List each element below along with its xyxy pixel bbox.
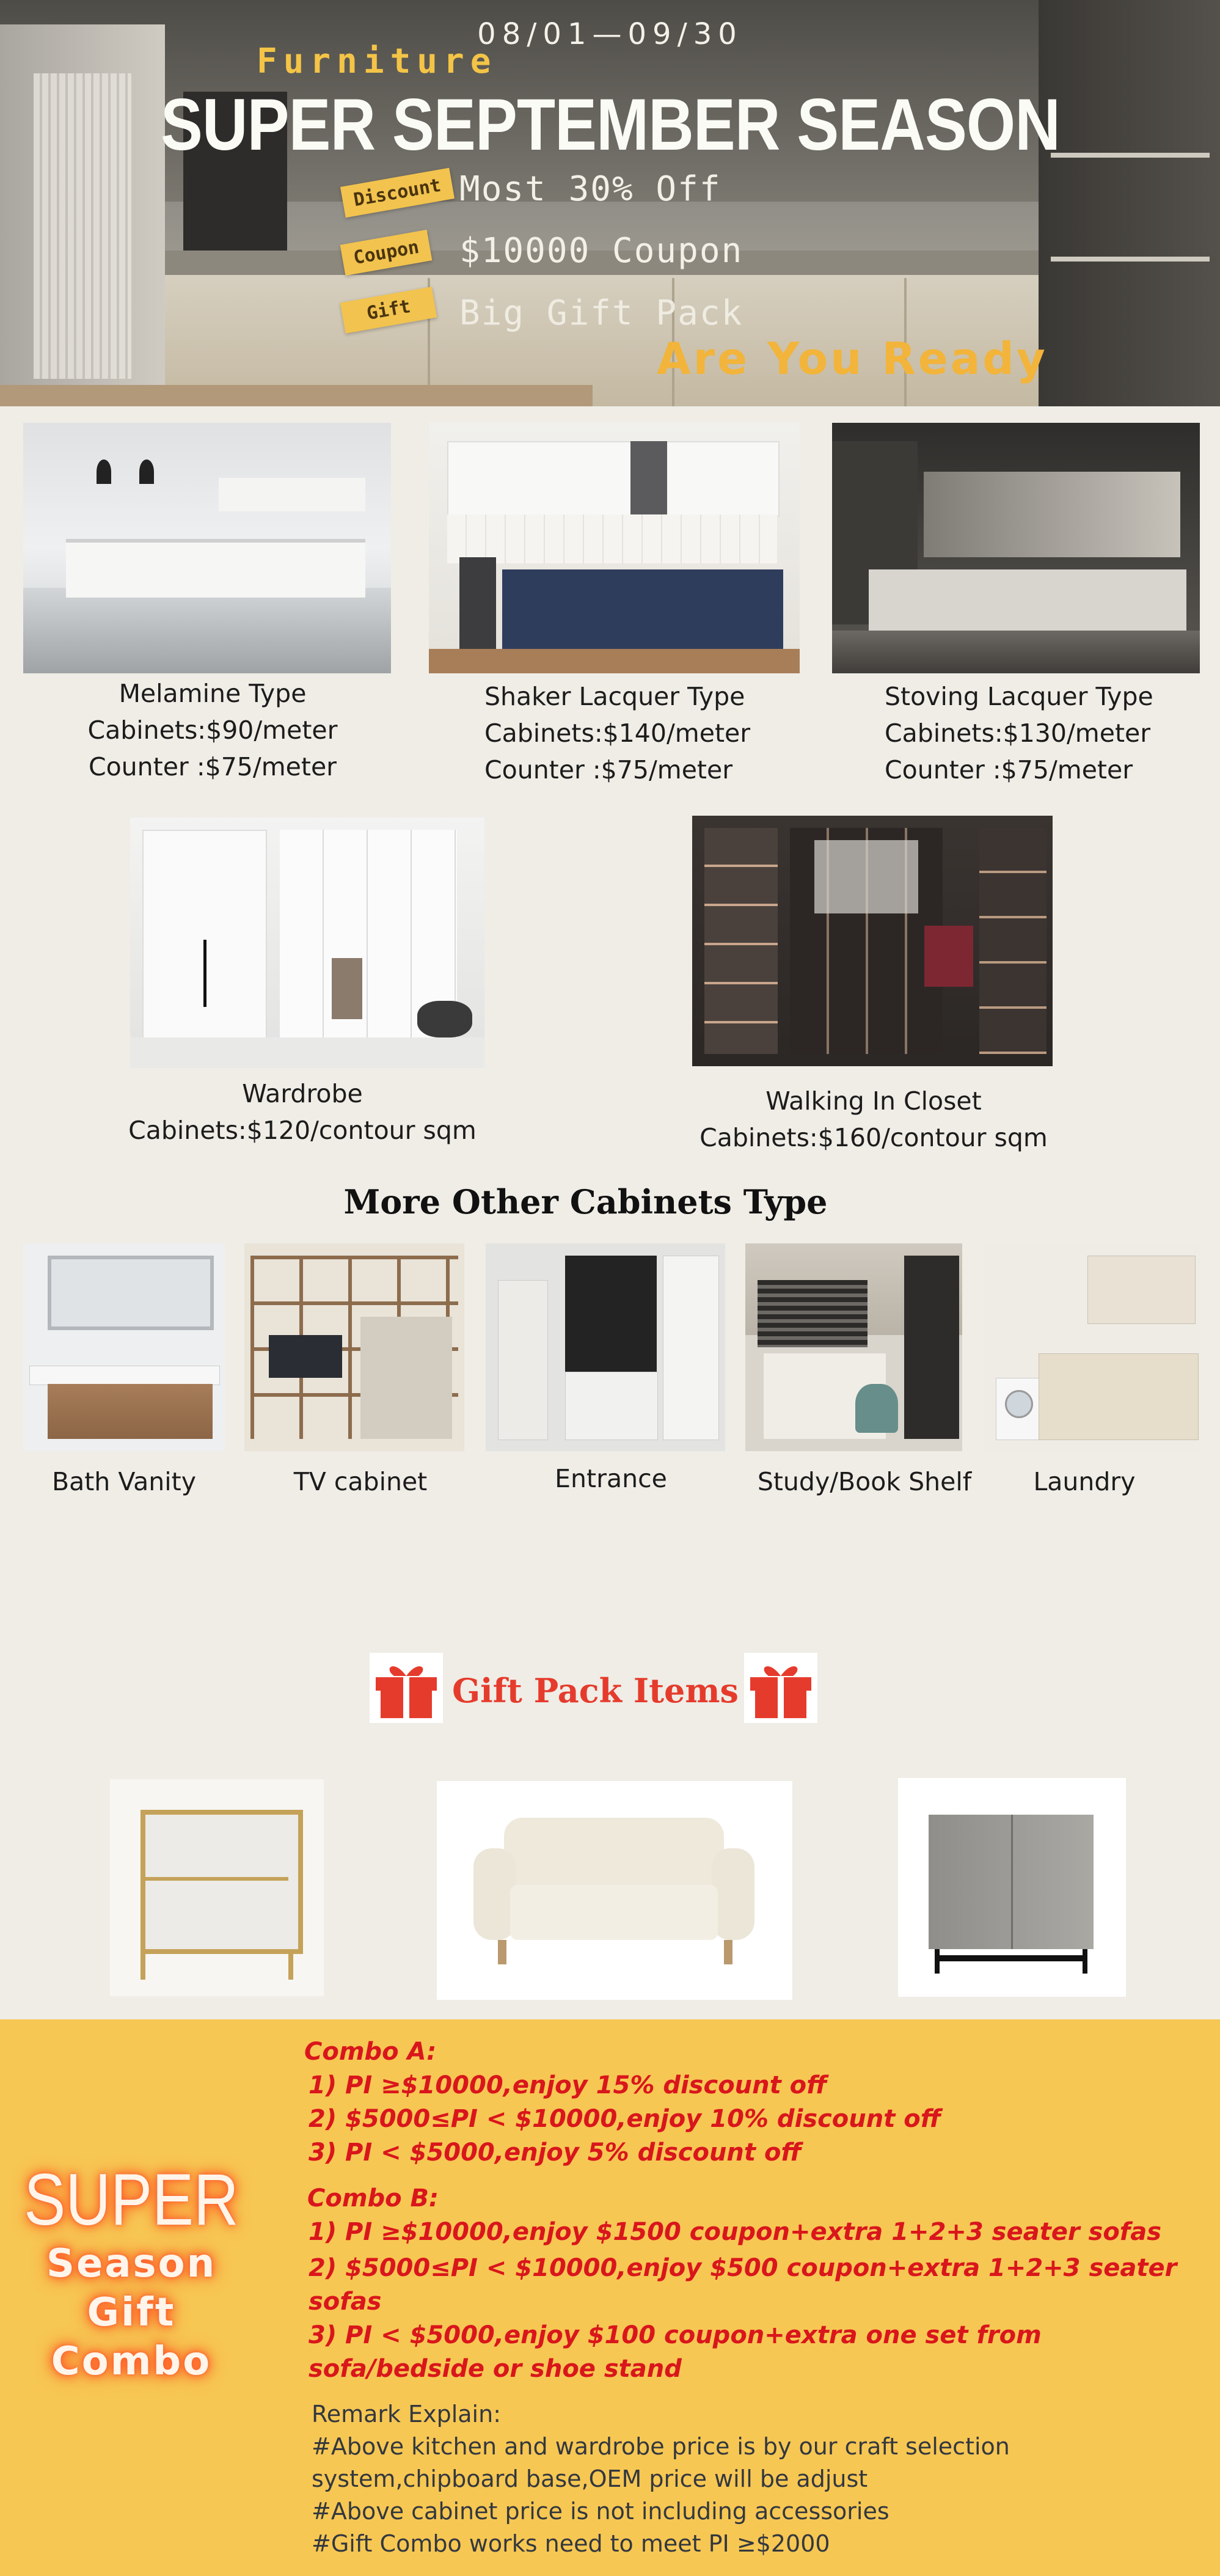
gift-bedside-image: [110, 1779, 324, 1996]
wardrobe-image: [130, 818, 484, 1068]
badge-super: SUPER: [24, 2159, 239, 2241]
wardrobe-name: Wardrobe: [242, 1079, 363, 1108]
hero-date-range: 08/01—09/30: [477, 17, 743, 51]
kitchen-counter-price: Counter :$75/meter: [484, 755, 733, 785]
laundry-image: [984, 1243, 1200, 1451]
combo-a-item: 1) PI ≥$10000,enjoy 15% discount off: [309, 2071, 827, 2099]
kitchen-cabinet-price: Cabinets:$90/meter: [87, 715, 338, 745]
gift-combo-section: [0, 2019, 1220, 2576]
kitchen-caption-shaker: [484, 678, 802, 788]
other-label-entrance: Entrance: [555, 1464, 667, 1493]
combo-b-item: 1) PI ≥$10000,enjoy $1500 coupon+extra 1+2+3 seater sofas: [309, 2218, 1161, 2246]
remark-line: #Above cabinet price is not including accessories: [312, 2498, 889, 2525]
walk-in-closet-image: [692, 816, 1053, 1066]
hero-title: SUPER SEPTEMBER SEASON: [160, 84, 1061, 166]
combo-a-item: 3) PI < $5000,enjoy 5% discount off: [309, 2139, 802, 2167]
remark-line: #Gift Combo works need to meet PI ≥$2000: [312, 2530, 830, 2557]
kitchen-caption-melamine: [42, 675, 384, 785]
combo-a-item: 2) $5000≤PI < $10000,enjoy 10% discount off: [309, 2105, 941, 2133]
stoving-kitchen-image: [832, 423, 1200, 673]
kitchen-counter-price: Counter :$75/meter: [88, 752, 337, 781]
study-shelf-image: [745, 1243, 962, 1451]
closet-caption: [666, 1083, 1081, 1156]
shaker-kitchen-image: [429, 423, 800, 673]
hero-cta: Are You Ready: [657, 333, 1048, 384]
melamine-kitchen-image: [23, 423, 391, 673]
wardrobe-caption: [110, 1075, 495, 1149]
wardrobe-price: Cabinets:$120/contour sqm: [128, 1116, 477, 1145]
kitchen-cabinet-price: Cabinets:$140/meter: [484, 719, 751, 748]
combo-b-item: 3) PI < $5000,enjoy $100 coupon+extra one set from sofa/bedside or shoe stand: [309, 2321, 1042, 2383]
gift-box-icon: [370, 1653, 443, 1723]
kitchen-name: Shaker Lacquer Type: [484, 682, 745, 711]
kitchen-cabinet-price: Cabinets:$130/meter: [885, 719, 1151, 748]
bath-vanity-image: [23, 1243, 225, 1451]
other-label-tv: TV cabinet: [293, 1467, 428, 1496]
super-badge: [0, 2160, 263, 2386]
other-label-laundry: Laundry: [1033, 1467, 1136, 1496]
badge-combo: Combo: [51, 2339, 212, 2384]
gift-box-icon: [744, 1653, 817, 1723]
combo-b-item: 2) $5000≤PI < $10000,enjoy $500 coupon+extra 1+2+3 seater sofas: [309, 2254, 1177, 2316]
hero-banner: [0, 0, 1220, 406]
entrance-image: [486, 1243, 725, 1451]
badge-season-gift: Season Gift: [46, 2241, 217, 2335]
hero-shelf-line: [1051, 257, 1210, 262]
closet-price: Cabinets:$160/contour sqm: [699, 1123, 1048, 1152]
closet-name: Walking In Closet: [765, 1086, 982, 1116]
gift-sofa-image: [437, 1781, 792, 2000]
kitchen-name: Stoving Lacquer Type: [885, 682, 1153, 711]
discount-tag: Discount: [340, 168, 455, 218]
hero-table: [0, 385, 593, 406]
remark-title: Remark Explain:: [312, 2401, 501, 2428]
other-label-study: Study/Book Shelf: [757, 1467, 972, 1496]
other-label-bath: Bath Vanity: [51, 1467, 197, 1496]
gift-tag: Gift: [340, 287, 437, 334]
coupon-offer: $10000 Coupon: [459, 231, 743, 271]
more-cabinets-title: More Other Cabinets Type: [343, 1182, 828, 1221]
kitchen-counter-price: Counter :$75/meter: [885, 755, 1133, 785]
remark-line: #Above kitchen and wardrobe price is by our craft selection system,chipboard base,OEM price will be adjust: [312, 2433, 1010, 2492]
gift-pack-title: Gift Pack Items: [452, 1671, 739, 1710]
tv-cabinet-image: [244, 1243, 464, 1451]
combo-a-title: Combo A:: [304, 2038, 437, 2066]
kitchen-caption-stoving: [885, 678, 1208, 788]
coupon-tag: Coupon: [340, 230, 433, 276]
gift-offer: Big Gift Pack: [459, 293, 743, 333]
hero-shelves-right: [1039, 0, 1220, 406]
discount-offer: Most 30% Off: [459, 169, 721, 209]
combo-b-title: Combo B:: [307, 2184, 439, 2212]
gift-shoe-stand-image: [898, 1778, 1126, 1997]
kitchen-name: Melamine Type: [119, 679, 307, 708]
hero-category: Furniture: [257, 42, 497, 81]
